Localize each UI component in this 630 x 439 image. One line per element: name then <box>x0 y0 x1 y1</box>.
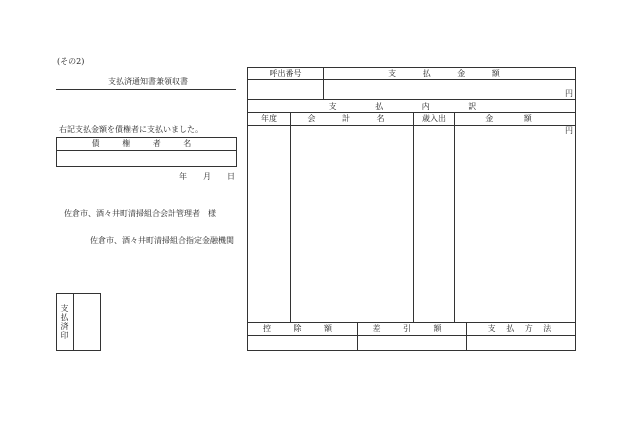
date-day-label: 日 <box>227 172 235 181</box>
net-amount-header: 差 引 額 <box>372 324 452 333</box>
year-cell[interactable] <box>249 126 289 321</box>
date-year-label: 年 <box>179 172 187 181</box>
payment-stamp-box <box>56 293 101 351</box>
breakdown-header: 支 払 内 訳 <box>328 102 495 111</box>
date-month-label: 月 <box>203 172 211 181</box>
form-title: 支払済通知書兼領収書 <box>108 77 188 86</box>
stamp-area[interactable] <box>75 296 99 348</box>
call-number-header: 呼出番号 <box>269 69 302 78</box>
payment-method-header: 支 払 方 法 <box>487 324 556 333</box>
col-year-header: 年度 <box>261 114 277 123</box>
account-cell[interactable] <box>292 126 412 321</box>
creditor-name-field[interactable] <box>59 152 234 165</box>
payment-amount-header: 支 払 金 額 <box>388 69 512 78</box>
form-variant-label: (その2) <box>57 57 85 66</box>
entry-cell[interactable] <box>415 126 453 321</box>
col-account-header: 会 計 名 <box>307 114 397 123</box>
addressee-text: 佐倉市、酒々井町清掃組合会計管理者 様 <box>64 209 216 218</box>
call-number-field[interactable] <box>249 81 322 98</box>
payment-table <box>247 67 576 351</box>
deduction-header: 控 除 額 <box>262 324 343 333</box>
sender-text: 佐倉市、酒々井町清掃組合指定金融機関 <box>90 236 234 245</box>
payment-amount-field[interactable] <box>325 81 563 98</box>
col-entry-header: 歳入出 <box>422 114 446 123</box>
title-underline <box>56 89 236 90</box>
yen-unit-2: 円 <box>565 126 573 135</box>
amount-cell[interactable] <box>456 136 574 321</box>
net-amount-field[interactable] <box>359 336 465 350</box>
stamp-label: 支払済印 <box>60 304 69 340</box>
payment-method-field[interactable] <box>468 336 575 350</box>
creditor-name-header: 債 権 者 名 <box>91 139 202 148</box>
yen-unit-1: 円 <box>565 89 573 98</box>
creditor-name-box <box>56 137 237 167</box>
deduction-field[interactable] <box>249 336 356 350</box>
statement-text: 右記支払金額を債権者に支払いました。 <box>59 125 203 134</box>
col-amount-header: 金 額 <box>485 114 546 123</box>
